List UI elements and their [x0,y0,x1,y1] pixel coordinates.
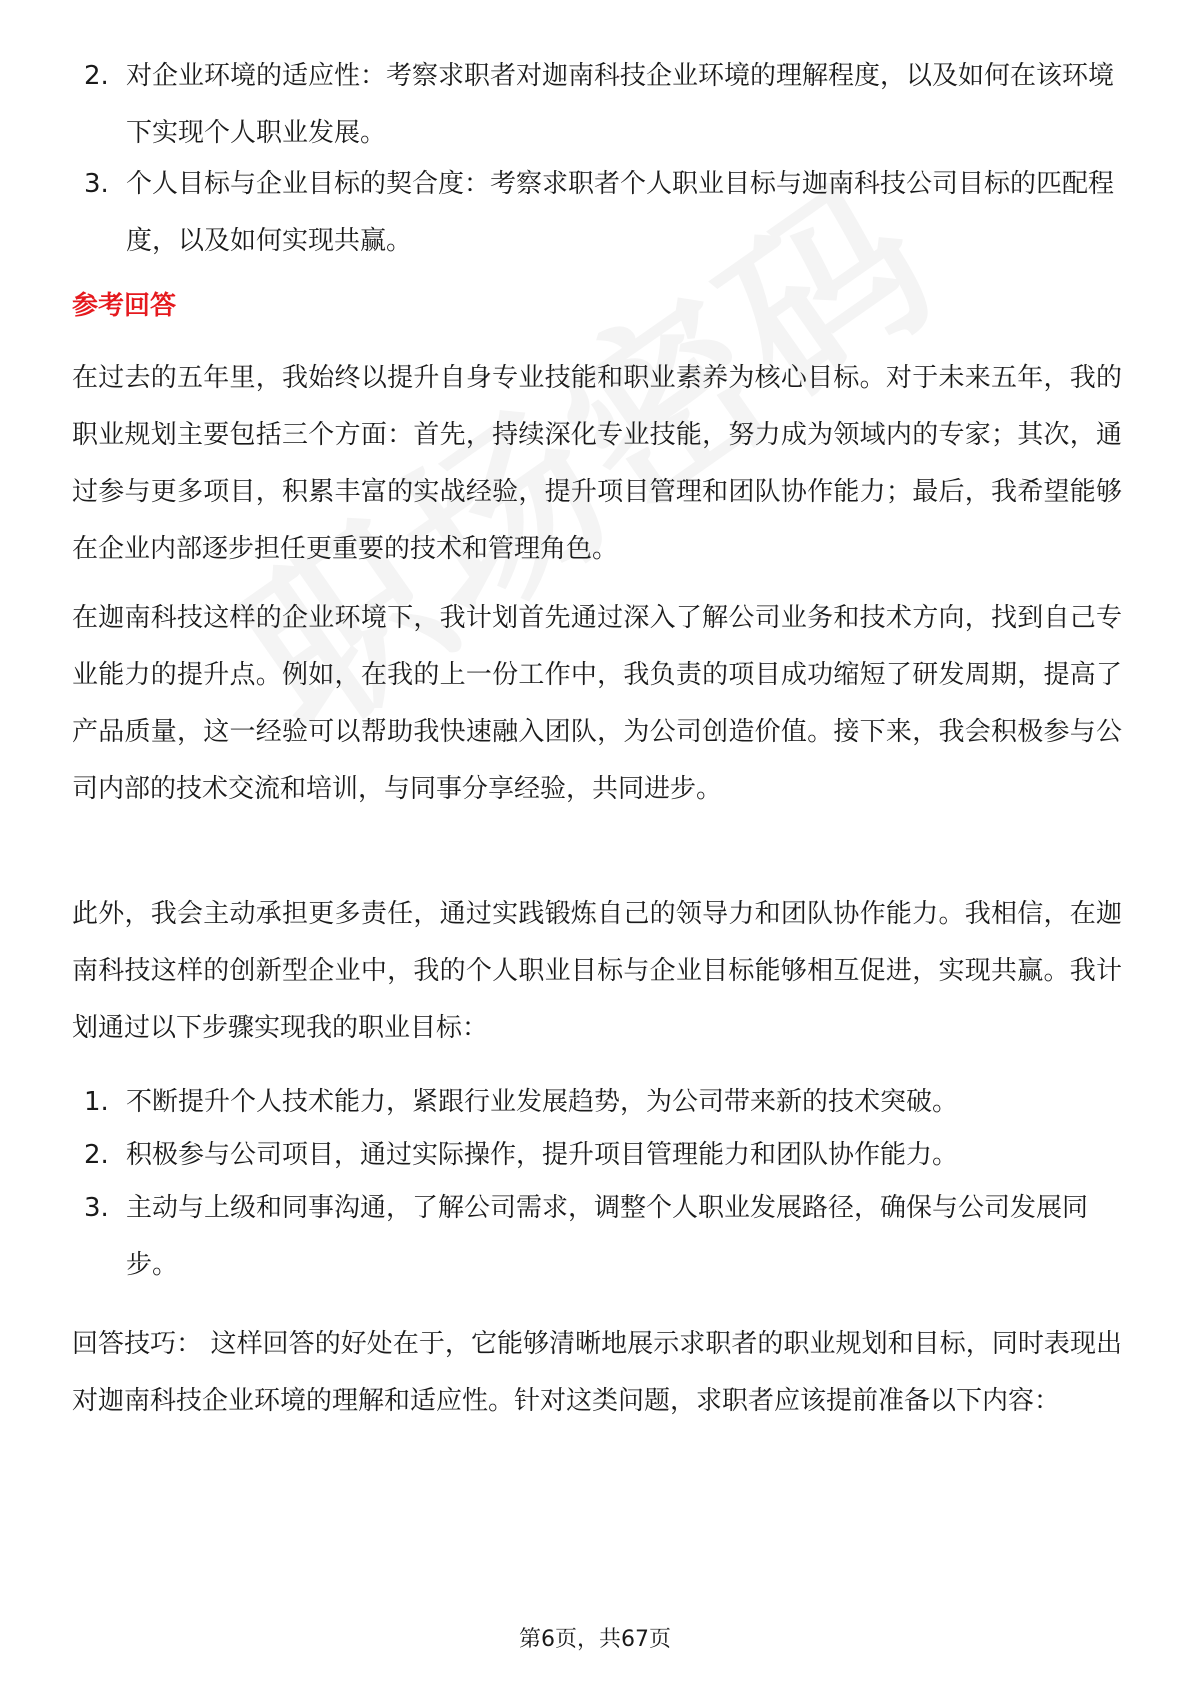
tip-paragraph: 回答技巧： 这样回答的好处在于，它能够清晰地展示求职者的职业规划和目标，同时表现出对迦南科技企业环境的理解和适应性。针对这类问题，求职者应该提前准备以下内容： [72,1329,1122,1416]
list-number: 2. [84,61,109,91]
list-item [84,156,1124,270]
list-text: 对企业环境的适应性：考察求职者对迦南科技企业环境的理解程度，以及如何在该环境下实现个人职业发展。 [126,61,1115,148]
list-number: 3. [84,1193,109,1223]
list-item [84,48,1124,162]
list-item [84,1180,1124,1294]
paragraph: 在过去的五年里，我始终以提升自身专业技能和职业素养为核心目标。对于未来五年，我的职业规划主要包括三个方面：首先，持续深化专业技能，努力成为领域内的专家；其次，通过参与更多项目，积累丰富的实战经验，提升项目管理和团队协作能力；最后，我希望能够在企业内部逐步担任更重要的技术和管理角色。 [72,363,1122,564]
list-number: 2. [84,1140,109,1170]
section-title: 参考回答 [72,291,177,321]
list-text: 积极参与公司项目，通过实际操作，提升项目管理能力和团队协作能力。 [126,1140,959,1170]
paragraph: 此外，我会主动承担更多责任，通过实践锻炼自己的领导力和团队协作能力。我相信，在迦南科技这样的创新型企业中，我的个人职业目标与企业目标能够相互促进，实现共赢。我计划通过以下步骤实现我的职业目标： [72,899,1122,1043]
list-item [84,1127,1124,1184]
list-text: 主动与上级和同事沟通，了解公司需求，调整个人职业发展路径，确保与公司发展同步。 [126,1193,1089,1280]
page-footer: 第6页，共67页 [519,1627,671,1652]
paragraph: 在迦南科技这样的企业环境下，我计划首先通过深入了解公司业务和技术方向，找到自己专业能力的提升点。例如，在我的上一份工作中，我负责的项目成功缩短了研发周期，提高了产品质量，这一经验可以帮助我快速融入团队，为公司创造价值。接下来，我会积极参与公司内部的技术交流和培训，与同事分享经验，共同进步。 [72,603,1122,804]
list-item [84,1074,1124,1131]
list-text: 不断提升个人技术能力，紧跟行业发展趋势，为公司带来新的技术突破。 [126,1087,959,1117]
list-number: 1. [84,1087,109,1117]
list-number: 3. [84,169,109,199]
list-text: 个人目标与企业目标的契合度：考察求职者个人职业目标与迦南科技公司目标的匹配程度，以及如何实现共赢。 [126,169,1115,256]
